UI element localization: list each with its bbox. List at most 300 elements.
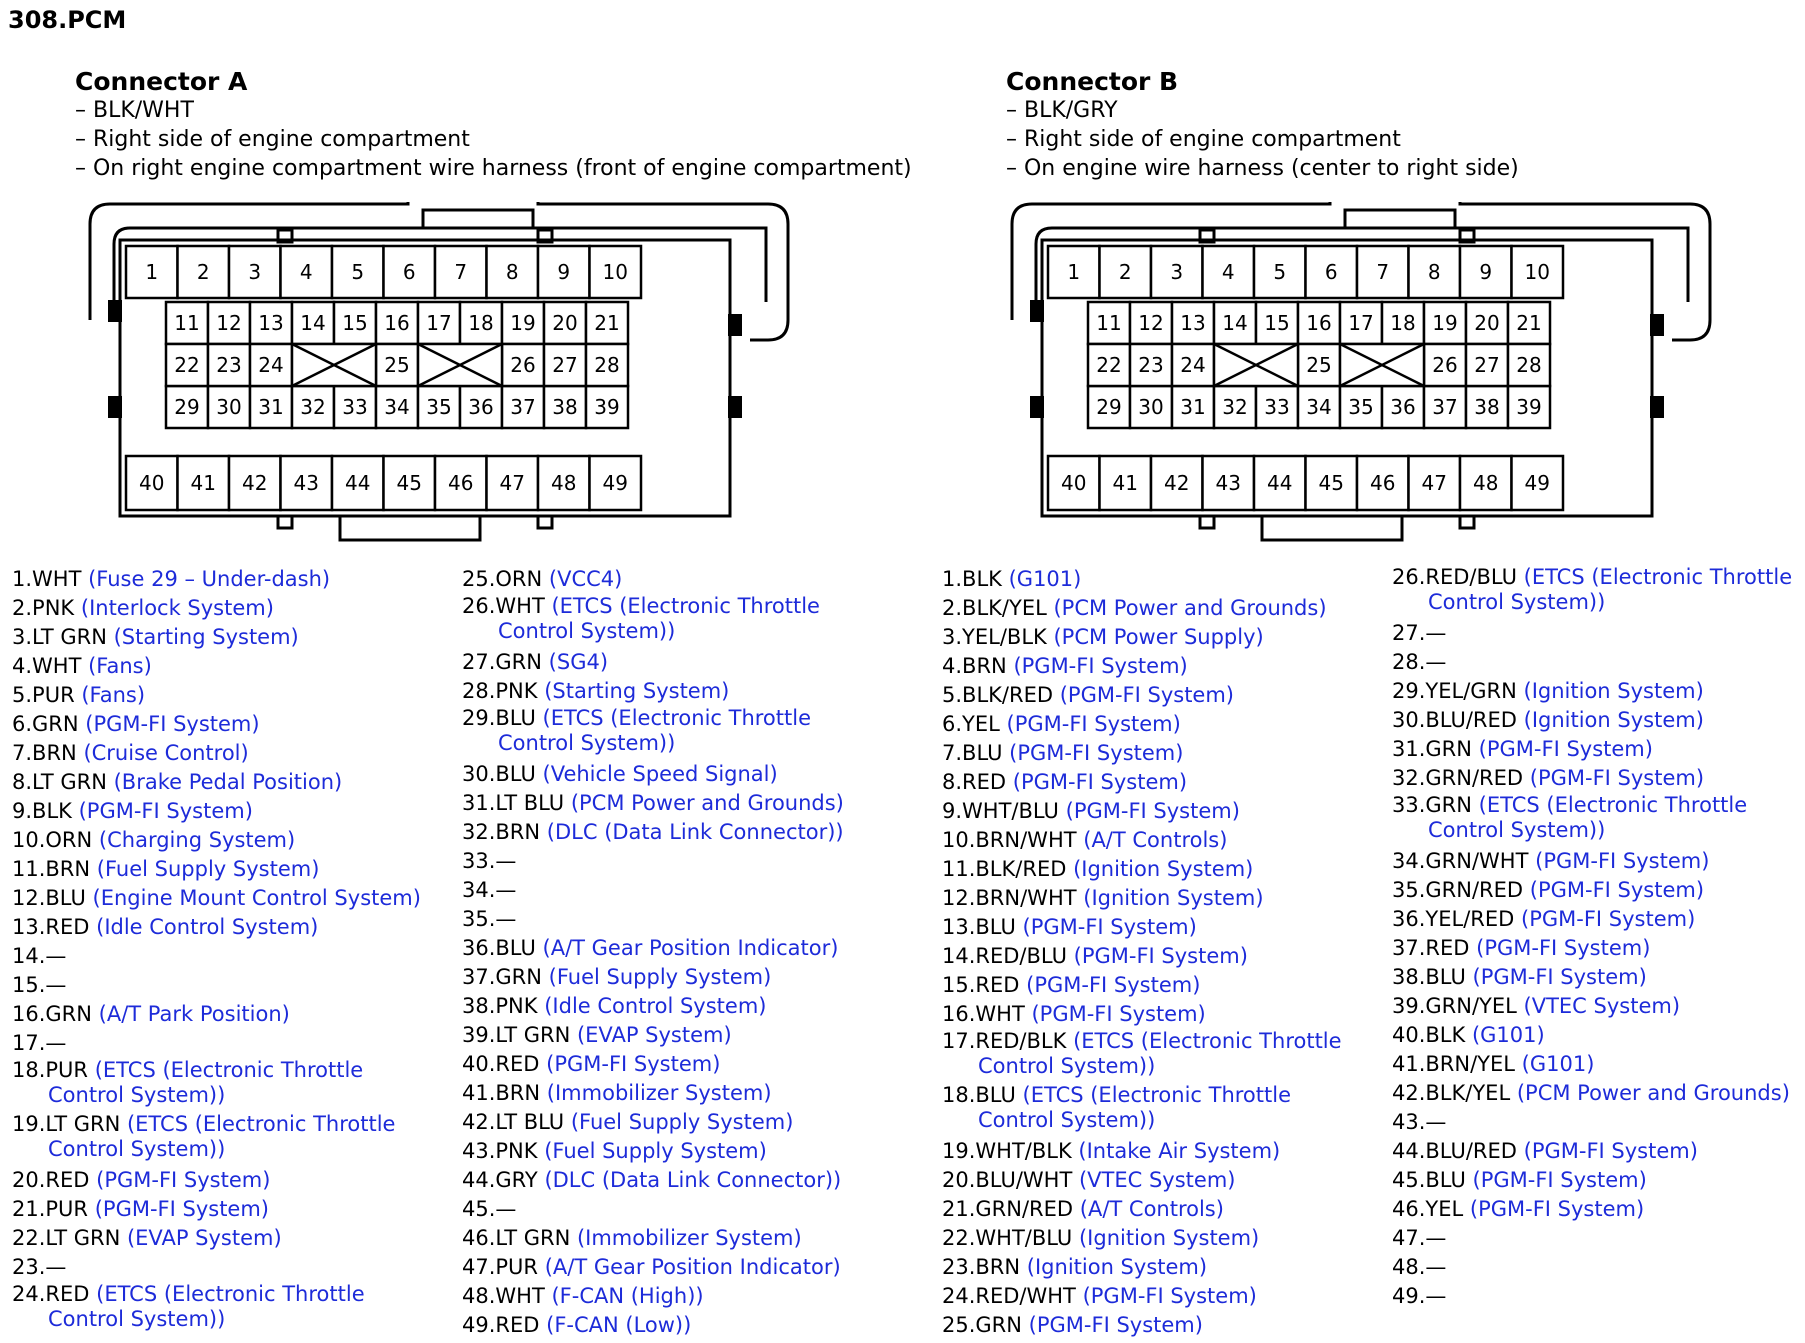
pin-36-label: 36: [1390, 395, 1416, 419]
pin-wire: 22.LT GRN: [12, 1226, 121, 1250]
pin-circuit-link[interactable]: (F-CAN (Low)): [546, 1313, 692, 1337]
pin-entry: [942, 913, 1342, 942]
connector-b-pin-list-col2: [1392, 565, 1792, 1311]
pin-wire: 10.ORN: [12, 828, 93, 852]
pin-circuit-link[interactable]: (Cruise Control): [83, 741, 249, 765]
pin-22-label: 22: [1096, 353, 1122, 377]
pin-circuit-link-continued[interactable]: Control System)): [498, 619, 676, 643]
pin-circuit-link[interactable]: (PCM Power Supply): [1053, 625, 1264, 649]
pin-circuit-link[interactable]: (ETCS (Electronic Throttle: [1523, 565, 1793, 589]
pin-circuit-link[interactable]: (Idle Control System): [96, 915, 319, 939]
pin-wire: 14.—: [12, 944, 67, 968]
pin-entry: [12, 1029, 421, 1058]
pin-circuit-link[interactable]: (F-CAN (High)): [551, 1284, 704, 1308]
pin-circuit-link[interactable]: (Ignition System): [1073, 857, 1254, 881]
pin-wire: 40.BLK: [1392, 1023, 1466, 1047]
pin-circuit-link[interactable]: (PGM-FI System): [1073, 944, 1248, 968]
pin-circuit-link[interactable]: (PGM-FI System): [1031, 1002, 1206, 1026]
pin-wire: 46.LT GRN: [462, 1226, 571, 1250]
pin-entry: [1392, 706, 1792, 735]
pin-wire: 27.GRN: [462, 650, 542, 674]
pin-entry: [1392, 876, 1792, 905]
pin-entry: [1392, 1079, 1792, 1108]
pin-11-label: 11: [1096, 311, 1122, 335]
pin-3-label: 3: [248, 260, 262, 284]
pin-circuit-link-continued[interactable]: Control System)): [978, 1108, 1156, 1132]
pin-circuit-link[interactable]: (Intake Air System): [1078, 1139, 1281, 1163]
pin-entry: [942, 1029, 1342, 1079]
pin-6-label: 6: [402, 260, 416, 284]
pin-wire: 41.BRN/YEL: [1392, 1052, 1515, 1076]
pin-entry: [1392, 1282, 1792, 1311]
pin-28-label: 28: [1516, 353, 1542, 377]
pin-wire: 20.RED: [12, 1168, 90, 1192]
pin-entry: [1392, 963, 1792, 992]
pin-entry: [942, 710, 1342, 739]
pin-entry: [12, 681, 421, 710]
pin-circuit-link[interactable]: (ETCS (Electronic Throttle: [126, 1112, 396, 1136]
pin-43-label: 43: [293, 471, 319, 495]
pin-circuit-link[interactable]: (PGM-FI System): [1022, 915, 1197, 939]
pin-wire: 18.PUR: [12, 1058, 89, 1082]
pin-entry: [1392, 905, 1792, 934]
pin-wire: 7.BRN: [12, 741, 77, 765]
pin-wire: 25.ORN: [462, 567, 543, 591]
pin-48-label: 48: [1473, 471, 1499, 495]
pin-wire: 25.GRN: [942, 1313, 1022, 1337]
pin-circuit-link-continued[interactable]: Control System)): [48, 1137, 226, 1161]
pin-circuit-link[interactable]: (PGM-FI System): [1523, 1139, 1698, 1163]
connector-b-info: [1006, 67, 1519, 183]
connector-tab: [1200, 516, 1214, 528]
pin-circuit-link-continued[interactable]: Control System)): [48, 1083, 226, 1107]
connector-a-location: – Right side of engine compartment: [75, 127, 470, 152]
pin-circuit-link[interactable]: (Starting System): [544, 679, 730, 703]
pin-wire: 17.RED/BLK: [942, 1029, 1067, 1053]
pin-15-label: 15: [1264, 311, 1290, 335]
pin-circuit-link[interactable]: (Fuel Supply System): [570, 1110, 794, 1134]
pin-44-label: 44: [345, 471, 371, 495]
pin-circuit-link[interactable]: (PGM-FI System): [1026, 973, 1201, 997]
pin-entry: [462, 905, 844, 934]
pin-entry: [1392, 1137, 1792, 1166]
pin-entry: [462, 594, 844, 644]
pin-entry: [12, 1224, 421, 1253]
pin-20-label: 20: [1474, 311, 1500, 335]
pin-9-label: 9: [1479, 260, 1493, 284]
pin-circuit-link[interactable]: (ETCS (Electronic Throttle: [1022, 1083, 1292, 1107]
pin-47-label: 47: [499, 471, 525, 495]
pin-circuit-link[interactable]: (G101): [1008, 567, 1082, 591]
pin-circuit-link[interactable]: (Ignition System): [1078, 1226, 1260, 1250]
pin-circuit-link[interactable]: (DLC (Data Link Connector)): [544, 1168, 842, 1192]
pin-44-label: 44: [1267, 471, 1293, 495]
pin-circuit-link[interactable]: (PCM Power and Grounds): [570, 791, 844, 815]
pin-entry: [942, 1282, 1342, 1311]
pin-circuit-link[interactable]: (SG4): [548, 650, 609, 674]
connector-bottom-lock: [1262, 516, 1402, 540]
pin-26-label: 26: [1432, 353, 1458, 377]
pin-wire: 8.RED: [942, 770, 1007, 794]
pin-entry: [12, 652, 421, 681]
pin-wire: 26.RED/BLU: [1392, 565, 1517, 589]
pin-circuit-link[interactable]: (Fuel Supply System): [548, 965, 772, 989]
pin-4-label: 4: [299, 260, 313, 284]
pin-circuit-link[interactable]: (Immobilizer System): [546, 1081, 772, 1105]
pin-entry: [462, 847, 844, 876]
pin-circuit-link[interactable]: (A/T Controls): [1083, 828, 1228, 852]
pin-wire: 31.LT BLU: [462, 791, 565, 815]
pin-circuit-link[interactable]: (PGM-FI System): [1529, 766, 1705, 790]
pin-circuit-link[interactable]: (A/T Gear Position Indicator): [542, 936, 839, 960]
pin-circuit-link[interactable]: (G101): [1521, 1052, 1595, 1076]
pin-circuit-link[interactable]: (Ignition System): [1083, 886, 1264, 910]
pin-circuit-link[interactable]: (PCM Power and Grounds): [1516, 1081, 1790, 1105]
pin-entry: [942, 652, 1342, 681]
pin-wire: 19.LT GRN: [12, 1112, 121, 1136]
pin-entry: [942, 1311, 1342, 1340]
pin-entry: [1392, 1166, 1792, 1195]
pin-entry: [12, 1282, 421, 1332]
pin-37-label: 37: [1432, 395, 1458, 419]
pin-circuit-link[interactable]: (G101): [1471, 1023, 1545, 1047]
pin-entry: [462, 565, 844, 594]
connector-key: [1650, 396, 1664, 418]
pin-circuit-link[interactable]: (EVAP System): [576, 1023, 732, 1047]
pin-wire: 24.RED: [12, 1282, 90, 1306]
pin-circuit-link[interactable]: (PGM-FI System): [1028, 1313, 1203, 1337]
pin-47-label: 47: [1421, 471, 1447, 495]
pin-circuit-link[interactable]: (ETCS (Electronic Throttle: [542, 706, 812, 730]
pin-10-label: 10: [1524, 260, 1550, 284]
pin-25-label: 25: [1306, 353, 1332, 377]
pin-entry: [12, 884, 421, 913]
pin-wire: 13.BLU: [942, 915, 1016, 939]
pin-wire: 45.BLU: [1392, 1168, 1466, 1192]
pin-circuit-link[interactable]: (VTEC System): [1523, 994, 1681, 1018]
pin-entry: [1392, 1224, 1792, 1253]
pin-entry: [462, 934, 844, 963]
pin-9-label: 9: [557, 260, 571, 284]
pin-19-label: 19: [510, 311, 536, 335]
pin-circuit-link[interactable]: (VTEC System): [1078, 1168, 1236, 1192]
pin-entry: [12, 594, 421, 623]
pin-46-label: 46: [1370, 471, 1396, 495]
pin-wire: 29.YEL/GRN: [1392, 679, 1517, 703]
pin-wire: 1.WHT: [12, 567, 82, 591]
pin-circuit-link[interactable]: (ETCS (Electronic Throttle: [551, 594, 820, 618]
pin-wire: 15.RED: [942, 973, 1020, 997]
pin-circuit-link[interactable]: (ETCS (Electronic Throttle: [94, 1058, 364, 1082]
pin-circuit-link[interactable]: (Ignition System): [1523, 679, 1704, 703]
pin-13-label: 13: [1180, 311, 1206, 335]
pin-circuit-link[interactable]: (Fuel Supply System): [544, 1139, 767, 1163]
pin-4-label: 4: [1221, 260, 1235, 284]
pin-entry: [12, 623, 421, 652]
pin-circuit-link[interactable]: (Fans): [81, 683, 146, 707]
connector-key: [108, 300, 122, 322]
pin-circuit-link[interactable]: (Fans): [88, 654, 152, 678]
pin-circuit-link[interactable]: (DLC (Data Link Connector)): [546, 820, 844, 844]
pin-entry: [462, 1224, 844, 1253]
pin-wire: 21.PUR: [12, 1197, 89, 1221]
pin-circuit-link[interactable]: (Engine Mount Control System): [92, 886, 421, 910]
pin-circuit-link[interactable]: (PGM-FI System): [1535, 849, 1710, 873]
pin-wire: 12.BRN/WHT: [942, 886, 1077, 910]
connector-tab: [278, 516, 292, 528]
pin-entry: [942, 971, 1342, 1000]
pin-27-label: 27: [552, 353, 578, 377]
pin-18-label: 18: [468, 311, 494, 335]
pin-13-label: 13: [258, 311, 284, 335]
pin-circuit-link[interactable]: (ETCS (Electronic Throttle: [96, 1282, 365, 1306]
pin-circuit-link[interactable]: (A/T Controls): [1079, 1197, 1224, 1221]
pin-entry: [12, 826, 421, 855]
pin-circuit-link[interactable]: (PGM-FI System): [1013, 654, 1188, 678]
pin-wire: 7.BLU: [942, 741, 1003, 765]
pin-wire: 22.WHT/BLU: [942, 1226, 1073, 1250]
pin-31-label: 31: [1180, 395, 1206, 419]
pin-wire: 38.BLU: [1392, 965, 1466, 989]
pin-entry: [942, 884, 1342, 913]
pin-circuit-link[interactable]: (A/T Gear Position Indicator): [544, 1255, 841, 1279]
pin-circuit-link[interactable]: (PGM-FI System): [1472, 965, 1647, 989]
pin-entry: [462, 1050, 844, 1079]
pin-entry: [462, 1021, 844, 1050]
pin-entry: [462, 1137, 844, 1166]
pin-circuit-link[interactable]: (Brake Pedal Position): [113, 770, 343, 794]
pin-42-label: 42: [242, 471, 268, 495]
pin-7-label: 7: [454, 260, 468, 284]
pin-wire: 32.BRN: [462, 820, 541, 844]
pin-circuit-link[interactable]: (PGM-FI System): [1521, 907, 1696, 931]
pin-49-label: 49: [1524, 471, 1550, 495]
pin-18-label: 18: [1390, 311, 1416, 335]
pin-circuit-link[interactable]: (Ignition System): [1026, 1255, 1208, 1279]
pin-entry: [942, 1137, 1342, 1166]
pin-entry: [12, 1112, 421, 1162]
pin-42-label: 42: [1164, 471, 1190, 495]
pin-30-label: 30: [216, 395, 242, 419]
pin-circuit-link[interactable]: (PGM-FI System): [1006, 712, 1181, 736]
pin-circuit-link[interactable]: (PGM-FI System): [1059, 683, 1234, 707]
pin-entry: [942, 594, 1342, 623]
pin-circuit-link[interactable]: (PGM-FI System): [1529, 878, 1705, 902]
pin-circuit-link[interactable]: (PGM-FI System): [96, 1168, 271, 1192]
pin-entry: [1392, 1253, 1792, 1282]
pin-entry: [942, 1000, 1342, 1029]
pin-entry: [462, 963, 844, 992]
pin-entry: [462, 1282, 844, 1311]
connector-a-pin-list-col2: [462, 565, 844, 1340]
pin-wire: 6.YEL: [942, 712, 1000, 736]
pin-entry: [462, 648, 844, 677]
pin-32-label: 32: [1222, 395, 1248, 419]
connector-key: [108, 396, 122, 418]
pin-wire: 24.RED/WHT: [942, 1284, 1076, 1308]
pin-entry: [12, 1058, 421, 1108]
pin-41-label: 41: [190, 471, 216, 495]
connector-a-pin-list-col1: [12, 565, 421, 1336]
pin-wire: 44.GRY: [462, 1168, 538, 1192]
pin-entry: [1392, 565, 1792, 615]
pin-circuit-link[interactable]: (PGM-FI System): [1082, 1284, 1257, 1308]
pin-circuit-link[interactable]: (Vehicle Speed Signal): [542, 762, 778, 786]
pin-wire: 16.GRN: [12, 1002, 92, 1026]
pin-circuit-link-continued[interactable]: Control System)): [978, 1054, 1156, 1078]
pin-circuit-link[interactable]: (PGM-FI System): [1009, 741, 1184, 765]
pin-24-label: 24: [1180, 353, 1206, 377]
pin-wire: 9.BLK: [12, 799, 72, 823]
pin-circuit-link[interactable]: (PGM-FI System): [1476, 936, 1651, 960]
pin-45-label: 45: [1318, 471, 1344, 495]
pin-wire: 15.—: [12, 973, 67, 997]
pin-circuit-link[interactable]: (PCM Power and Grounds): [1053, 596, 1327, 620]
pin-circuit-link[interactable]: (PGM-FI System): [1065, 799, 1240, 823]
pin-entry: [12, 1195, 421, 1224]
pin-3-label: 3: [1170, 260, 1184, 284]
page-title: 308.PCM: [8, 6, 127, 34]
pin-wire: 30.BLU: [462, 762, 536, 786]
pin-circuit-link[interactable]: (Fuse 29 – Under-dash): [88, 567, 331, 591]
pin-38-label: 38: [1474, 395, 1500, 419]
pin-circuit-link[interactable]: (Idle Control System): [544, 994, 767, 1018]
pin-circuit-link[interactable]: (PGM-FI System): [1012, 770, 1188, 794]
pin-wire: 35.—: [462, 907, 517, 931]
pin-entry: [942, 565, 1342, 594]
pin-wire: 38.PNK: [462, 994, 538, 1018]
pin-entry: [462, 992, 844, 1021]
pin-46-label: 46: [448, 471, 474, 495]
pin-wire: 20.BLU/WHT: [942, 1168, 1073, 1192]
pin-wire: 42.BLK/YEL: [1392, 1081, 1511, 1105]
pin-entry: [942, 1253, 1342, 1282]
pin-wire: 1.BLK: [942, 567, 1002, 591]
pin-48-label: 48: [551, 471, 577, 495]
connector-key: [1030, 396, 1044, 418]
pin-wire: 11.BLK/RED: [942, 857, 1067, 881]
pin-entry: [12, 855, 421, 884]
pin-entry: [942, 1224, 1342, 1253]
pin-wire: 42.LT BLU: [462, 1110, 565, 1134]
pin-wire: 18.BLU: [942, 1083, 1016, 1107]
connector-b-pin-list-col1: [942, 565, 1342, 1340]
pin-entry: [462, 1079, 844, 1108]
pin-entry: [942, 855, 1342, 884]
pin-circuit-link[interactable]: (ETCS (Electronic Throttle: [1073, 1029, 1342, 1053]
pin-wire: 48.—: [1392, 1255, 1447, 1279]
pin-wire: 31.GRN: [1392, 737, 1472, 761]
pin-circuit-link[interactable]: (PGM-FI System): [1478, 737, 1653, 761]
connector-b-color: – BLK/GRY: [1006, 98, 1118, 123]
pin-circuit-link[interactable]: (VCC4): [548, 567, 623, 591]
pin-circuit-link-continued[interactable]: Control System)): [1428, 590, 1606, 614]
pin-circuit-link[interactable]: (Fuel Supply System): [96, 857, 320, 881]
pin-circuit-link-continued[interactable]: Control System)): [48, 1307, 226, 1331]
pin-wire: 28.—: [1392, 650, 1447, 674]
pin-39-label: 39: [1516, 395, 1542, 419]
pin-circuit-link[interactable]: (Starting System): [113, 625, 299, 649]
pin-entry: [462, 1195, 844, 1224]
pin-circuit-link[interactable]: (Ignition System): [1523, 708, 1704, 732]
pin-circuit-link[interactable]: (PGM-FI System): [94, 1197, 269, 1221]
pin-10-label: 10: [602, 260, 628, 284]
pin-wire: 14.RED/BLU: [942, 944, 1067, 968]
pin-wire: 36.BLU: [462, 936, 536, 960]
pin-wire: 44.BLU/RED: [1392, 1139, 1517, 1163]
connector-bottom-lock: [340, 516, 480, 540]
connector-key: [1030, 300, 1044, 322]
pin-circuit-link[interactable]: (PGM-FI System): [78, 799, 253, 823]
pin-14-label: 14: [1222, 311, 1248, 335]
pin-circuit-link[interactable]: (ETCS (Electronic Throttle: [1478, 793, 1748, 817]
pin-32-label: 32: [300, 395, 326, 419]
pin-49-label: 49: [602, 471, 628, 495]
connector-b-diagram: [1000, 202, 1725, 547]
pin-12-label: 12: [1138, 311, 1164, 335]
pin-wire: 5.BLK/RED: [942, 683, 1054, 707]
pin-circuit-link-continued[interactable]: Control System)): [498, 731, 676, 755]
pin-36-label: 36: [468, 395, 494, 419]
pin-circuit-link[interactable]: (A/T Park Position): [98, 1002, 290, 1026]
pin-29-label: 29: [174, 395, 200, 419]
pin-1-label: 1: [145, 260, 159, 284]
pin-wire: 40.RED: [462, 1052, 540, 1076]
pin-circuit-link[interactable]: (PGM-FI System): [1469, 1197, 1645, 1221]
pin-wire: 21.GRN/RED: [942, 1197, 1074, 1221]
pin-8-label: 8: [505, 260, 519, 284]
pin-17-label: 17: [426, 311, 452, 335]
pin-circuit-link[interactable]: (Interlock System): [80, 596, 274, 620]
pin-entry: [462, 1166, 844, 1195]
pin-wire: 33.—: [462, 849, 517, 873]
pin-26-label: 26: [510, 353, 536, 377]
pin-circuit-link[interactable]: (PGM-FI System): [546, 1052, 721, 1076]
pin-wire: 35.GRN/RED: [1392, 878, 1524, 902]
pin-circuit-link[interactable]: (Immobilizer System): [576, 1226, 802, 1250]
pin-entry: [1392, 764, 1792, 793]
pin-circuit-link-continued[interactable]: Control System)): [1428, 818, 1606, 842]
pin-41-label: 41: [1112, 471, 1138, 495]
pin-wire: 4.BRN: [942, 654, 1007, 678]
pin-30-label: 30: [1138, 395, 1164, 419]
pin-entry: [1392, 648, 1792, 677]
pin-wire: 45.—: [462, 1197, 517, 1221]
pin-entry: [462, 1253, 844, 1282]
pin-circuit-link[interactable]: (Charging System): [98, 828, 296, 852]
pin-entry: [1392, 735, 1792, 764]
pin-5-label: 5: [351, 260, 365, 284]
pin-wire: 3.LT GRN: [12, 625, 107, 649]
pin-circuit-link[interactable]: (EVAP System): [126, 1226, 282, 1250]
pin-circuit-link[interactable]: (PGM-FI System): [85, 712, 260, 736]
pin-17-label: 17: [1348, 311, 1374, 335]
connector-a-title: Connector A: [75, 67, 248, 96]
connector-key: [1650, 314, 1664, 336]
pin-entry: [1392, 1195, 1792, 1224]
pin-22-label: 22: [174, 353, 200, 377]
pin-entry: [462, 1108, 844, 1137]
pin-entry: [462, 789, 844, 818]
pin-wire: 16.WHT: [942, 1002, 1025, 1026]
pin-circuit-link[interactable]: (PGM-FI System): [1472, 1168, 1647, 1192]
pin-entry: [1392, 1050, 1792, 1079]
pin-entry: [1392, 1108, 1792, 1137]
pin-33-label: 33: [1264, 395, 1290, 419]
pin-wire: 43.PNK: [462, 1139, 538, 1163]
pin-2-label: 2: [196, 260, 210, 284]
pin-entry: [462, 760, 844, 789]
